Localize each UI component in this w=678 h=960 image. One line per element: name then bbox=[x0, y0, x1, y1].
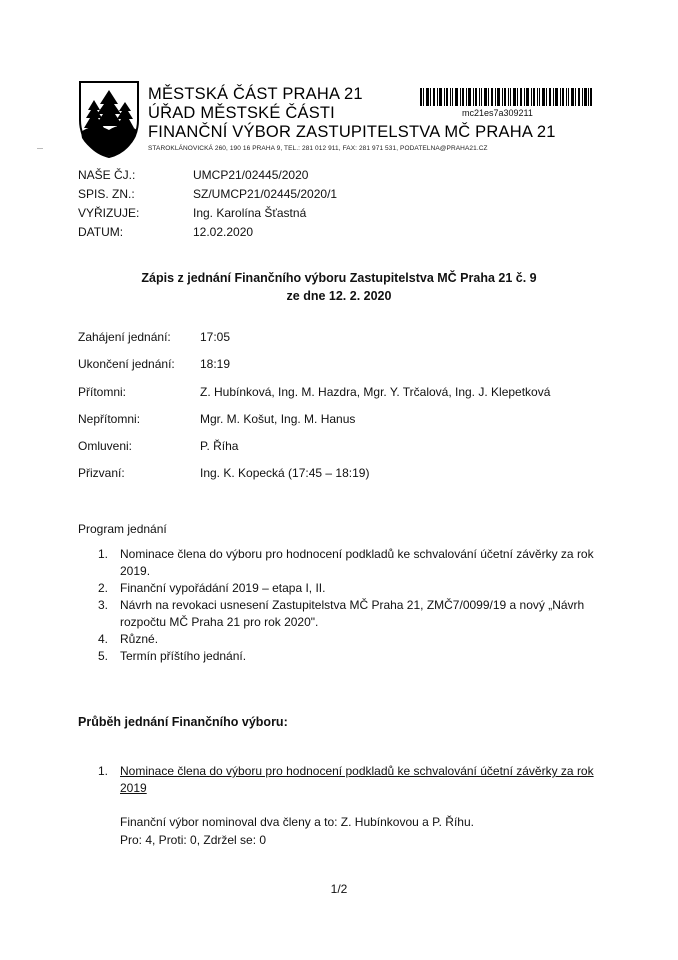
meta-label: VYŘIZUJE: bbox=[78, 206, 140, 220]
program-item-number: 4. bbox=[98, 632, 109, 646]
page-number: 1/2 bbox=[330, 882, 348, 896]
meta-value: SZ/UMCP21/02445/2020/1 bbox=[193, 187, 338, 201]
program-item-text: Nominace člena do výboru pro hodnocení podkladů ke schvalování účetní závěrky za rok 2019. bbox=[120, 547, 594, 578]
meta-row bbox=[78, 225, 337, 244]
document-meta bbox=[78, 168, 337, 244]
program-item-text: Návrh na revokaci usnesení Zastupitelstva MČ Praha 21, ZMČ7/0099/19 a nový „Návrh rozpočtu MČ Praha 21 pro rok 2020". bbox=[120, 598, 585, 629]
document-title: Zápis z jednání Finančního výboru Zastupitelstva MČ Praha 21 č. 9 bbox=[141, 271, 537, 285]
attendance-label: Přítomni: bbox=[78, 384, 127, 399]
meta-label: SPIS. ZN.: bbox=[78, 187, 135, 201]
attendance-value: P. Říha bbox=[200, 439, 239, 454]
attendance-block bbox=[78, 330, 550, 494]
attendance-row bbox=[78, 330, 550, 357]
header-committee: FINANČNÍ VÝBOR ZASTUPITELSTVA MČ PRAHA 21 bbox=[148, 123, 556, 141]
scan-mark bbox=[37, 148, 43, 149]
meta-row bbox=[78, 168, 337, 187]
program-item bbox=[98, 631, 598, 648]
attendance-value: Mgr. M. Košut, Ing. M. Hanus bbox=[200, 411, 356, 426]
course-vote-line: Pro: 4, Proti: 0, Zdržel se: 0 bbox=[120, 833, 267, 847]
course-item-title: Nominace člena do výboru pro hodnocení podkladů ke schvalování účetní závěrky za rok 2019 bbox=[120, 764, 594, 795]
attendance-label: Ukončení jednání: bbox=[78, 357, 175, 372]
header-office: ÚŘAD MĚSTSKÉ ČÁSTI bbox=[148, 104, 335, 122]
meta-row bbox=[78, 206, 337, 225]
program-item-number: 1. bbox=[98, 547, 109, 561]
program-list bbox=[98, 546, 598, 665]
attendance-row bbox=[78, 357, 550, 384]
course-item-body bbox=[120, 813, 474, 849]
attendance-row bbox=[78, 385, 550, 412]
program-heading: Program jednání bbox=[78, 522, 167, 536]
meta-value: UMCP21/02445/2020 bbox=[193, 168, 309, 182]
document-title-date: ze dne 12. 2. 2020 bbox=[286, 289, 392, 303]
program-item bbox=[98, 648, 598, 665]
course-body-line: Finanční výbor nominoval dva členy a to: Z. Hubínkovou a P. Říhu. bbox=[120, 815, 474, 829]
course-item-number: 1. bbox=[98, 764, 109, 778]
attendance-row bbox=[78, 412, 550, 439]
program-item-text: Termín příštího jednání. bbox=[120, 649, 247, 663]
program-item bbox=[98, 597, 598, 631]
meta-value: Ing. Karolína Šťastná bbox=[193, 206, 307, 220]
program-item bbox=[98, 580, 598, 597]
course-item bbox=[98, 763, 598, 797]
meta-label: DATUM: bbox=[78, 225, 124, 239]
meta-row bbox=[78, 187, 337, 206]
praha21-emblem-logo bbox=[78, 80, 140, 158]
program-item-text: Různé. bbox=[120, 632, 159, 646]
program-item-number: 5. bbox=[98, 649, 109, 663]
header-municipality: MĚSTSKÁ ČÁST PRAHA 21 bbox=[148, 85, 363, 103]
attendance-label: Zahájení jednání: bbox=[78, 330, 171, 344]
program-item bbox=[98, 546, 598, 580]
program-item-number: 3. bbox=[98, 598, 109, 612]
barcode-text: mc21es7a309211 bbox=[462, 108, 533, 118]
course-heading: Průběh jednání Finančního výboru: bbox=[78, 715, 288, 729]
barcode bbox=[420, 88, 592, 106]
attendance-row bbox=[78, 439, 550, 466]
attendance-value: 17:05 bbox=[200, 330, 231, 344]
program-item-number: 2. bbox=[98, 581, 109, 595]
attendance-label: Omluveni: bbox=[78, 439, 133, 454]
course-list bbox=[98, 763, 598, 797]
attendance-label: Přizvaní: bbox=[78, 466, 125, 481]
attendance-value: Ing. K. Kopecká (17:45 – 18:19) bbox=[200, 466, 370, 481]
program-item-text: Finanční vypořádání 2019 – etapa I, II. bbox=[120, 581, 326, 595]
attendance-label: Nepřítomni: bbox=[78, 411, 141, 426]
attendance-value: Z. Hubínková, Ing. M. Hazdra, Mgr. Y. Trčalová, Ing. J. Klepetková bbox=[200, 384, 551, 399]
meta-label: NAŠE ČJ.: bbox=[78, 168, 136, 182]
attendance-row bbox=[78, 466, 550, 493]
meta-value: 12.02.2020 bbox=[193, 225, 254, 239]
header-contact: STAROKLÁNOVICKÁ 260, 190 16 PRAHA 9, TEL.: 281 012 911, FAX: 281 971 531, PODATELNA@PRAHA21.CZ bbox=[148, 145, 488, 152]
attendance-value: 18:19 bbox=[200, 357, 231, 372]
